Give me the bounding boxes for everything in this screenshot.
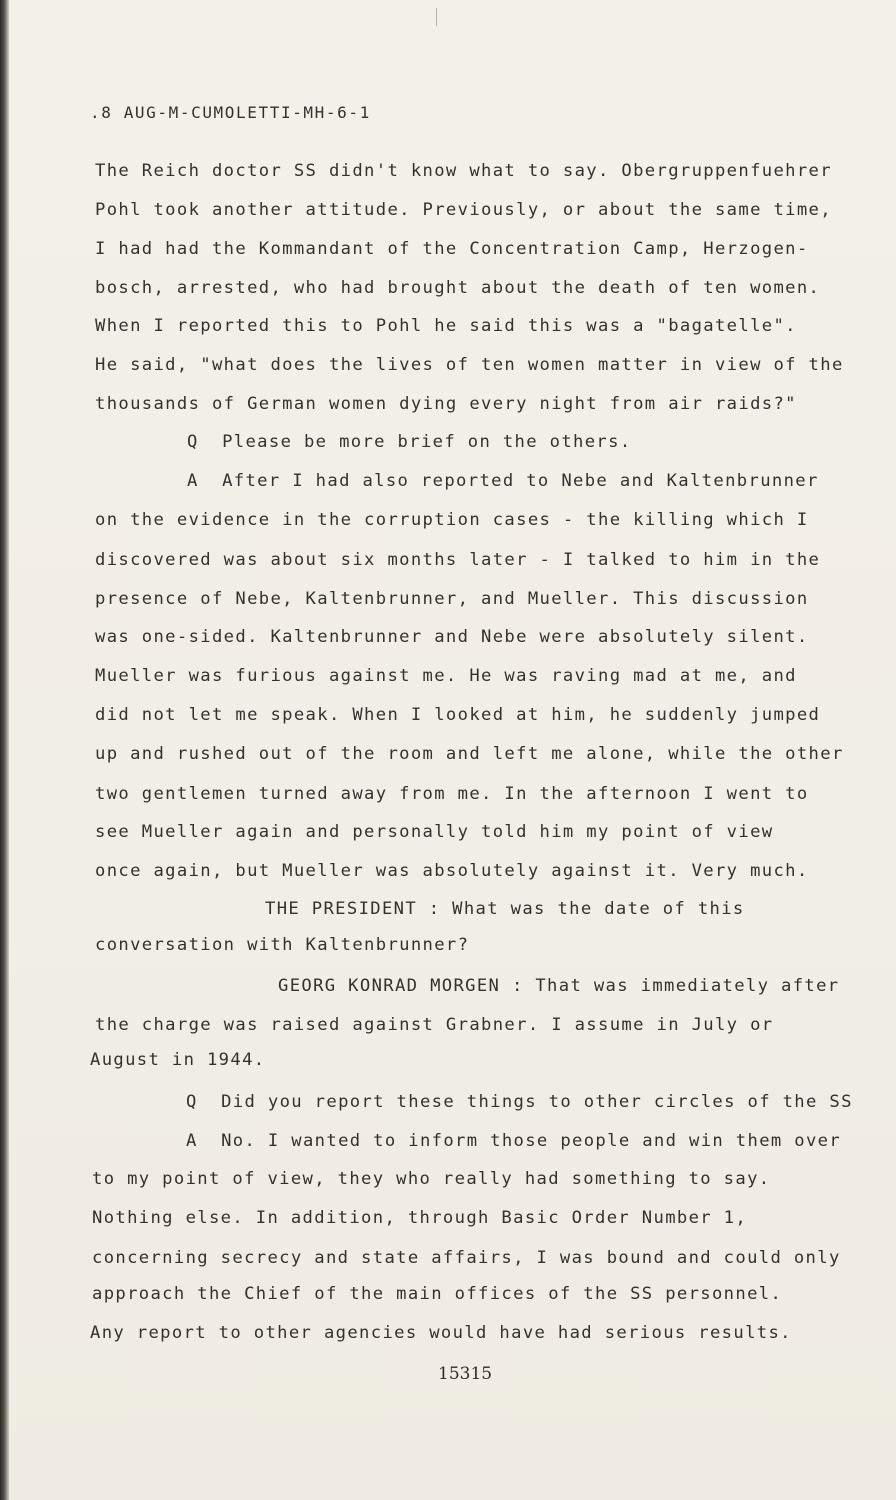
text-line: on the evidence in the corruption cases - the killing which I bbox=[95, 510, 809, 530]
text-line: the charge was raised against Grabner. I assume in July or bbox=[95, 1015, 774, 1035]
text-line: presence of Nebe, Kaltenbrunner, and Mueller. This discussion bbox=[95, 589, 809, 609]
document-header: .8 AUG-M-CUMOLETTI-MH-6-1 bbox=[90, 103, 371, 122]
text-line: see Mueller again and personally told him my point of view bbox=[95, 822, 774, 842]
text-line: The Reich doctor SS didn't know what to say. Obergruppenfuehrer bbox=[95, 161, 832, 181]
page-left-edge bbox=[0, 0, 9, 1500]
text-line: up and rushed out of the room and left me alone, while the other bbox=[95, 744, 844, 764]
text-line: two gentlemen turned away from me. In the afternoon I went to bbox=[95, 784, 809, 804]
answer-line: A No. I wanted to inform those people and win them over bbox=[186, 1131, 842, 1151]
speaker-line-president: THE PRESIDENT : What was the date of this bbox=[265, 899, 745, 919]
text-line: conversation with Kaltenbrunner? bbox=[95, 935, 470, 955]
page-number: 15315 bbox=[438, 1364, 493, 1384]
text-line: discovered was about six months later - I talked to him in the bbox=[95, 550, 821, 570]
text-line: Pohl took another attitude. Previously, or about the same time, bbox=[95, 200, 832, 220]
text-line: did not let me speak. When I looked at him, he suddenly jumped bbox=[95, 705, 821, 725]
text-line: thousands of German women dying every night from air raids?" bbox=[95, 394, 797, 414]
text-line: When I reported this to Pohl he said this was a "bagatelle". bbox=[95, 316, 797, 336]
text-line: I had had the Kommandant of the Concentration Camp, Herzogen- bbox=[95, 239, 809, 259]
text-line: once again, but Mueller was absolutely against it. Very much. bbox=[95, 861, 809, 881]
text-line: concerning secrecy and state affairs, I was bound and could only bbox=[92, 1248, 841, 1268]
text-line: August in 1944. bbox=[90, 1050, 266, 1070]
text-line: bosch, arrested, who had brought about the death of ten women. bbox=[95, 278, 821, 298]
text-line: to my point of view, they who really had something to say. bbox=[92, 1169, 771, 1189]
answer-line: A After I had also reported to Nebe and Kaltenbrunner bbox=[187, 471, 819, 491]
question-line: Q Please be more brief on the others. bbox=[187, 432, 632, 452]
text-line: He said, "what does the lives of ten women matter in view of the bbox=[95, 355, 844, 375]
question-line: Q Did you report these things to other circles of the SS bbox=[186, 1092, 853, 1112]
text-line: approach the Chief of the main offices of the SS personnel. bbox=[92, 1284, 783, 1304]
speaker-line-witness: GEORG KONRAD MORGEN : That was immediately after bbox=[278, 976, 840, 996]
text-line: Any report to other agencies would have had serious results. bbox=[90, 1323, 792, 1343]
text-line: was one-sided. Kaltenbrunner and Nebe were absolutely silent. bbox=[95, 627, 809, 647]
text-line: Nothing else. In addition, through Basic Order Number 1, bbox=[92, 1208, 748, 1228]
text-line: Mueller was furious against me. He was raving mad at me, and bbox=[95, 666, 797, 686]
paper-fold-mark bbox=[436, 8, 437, 26]
